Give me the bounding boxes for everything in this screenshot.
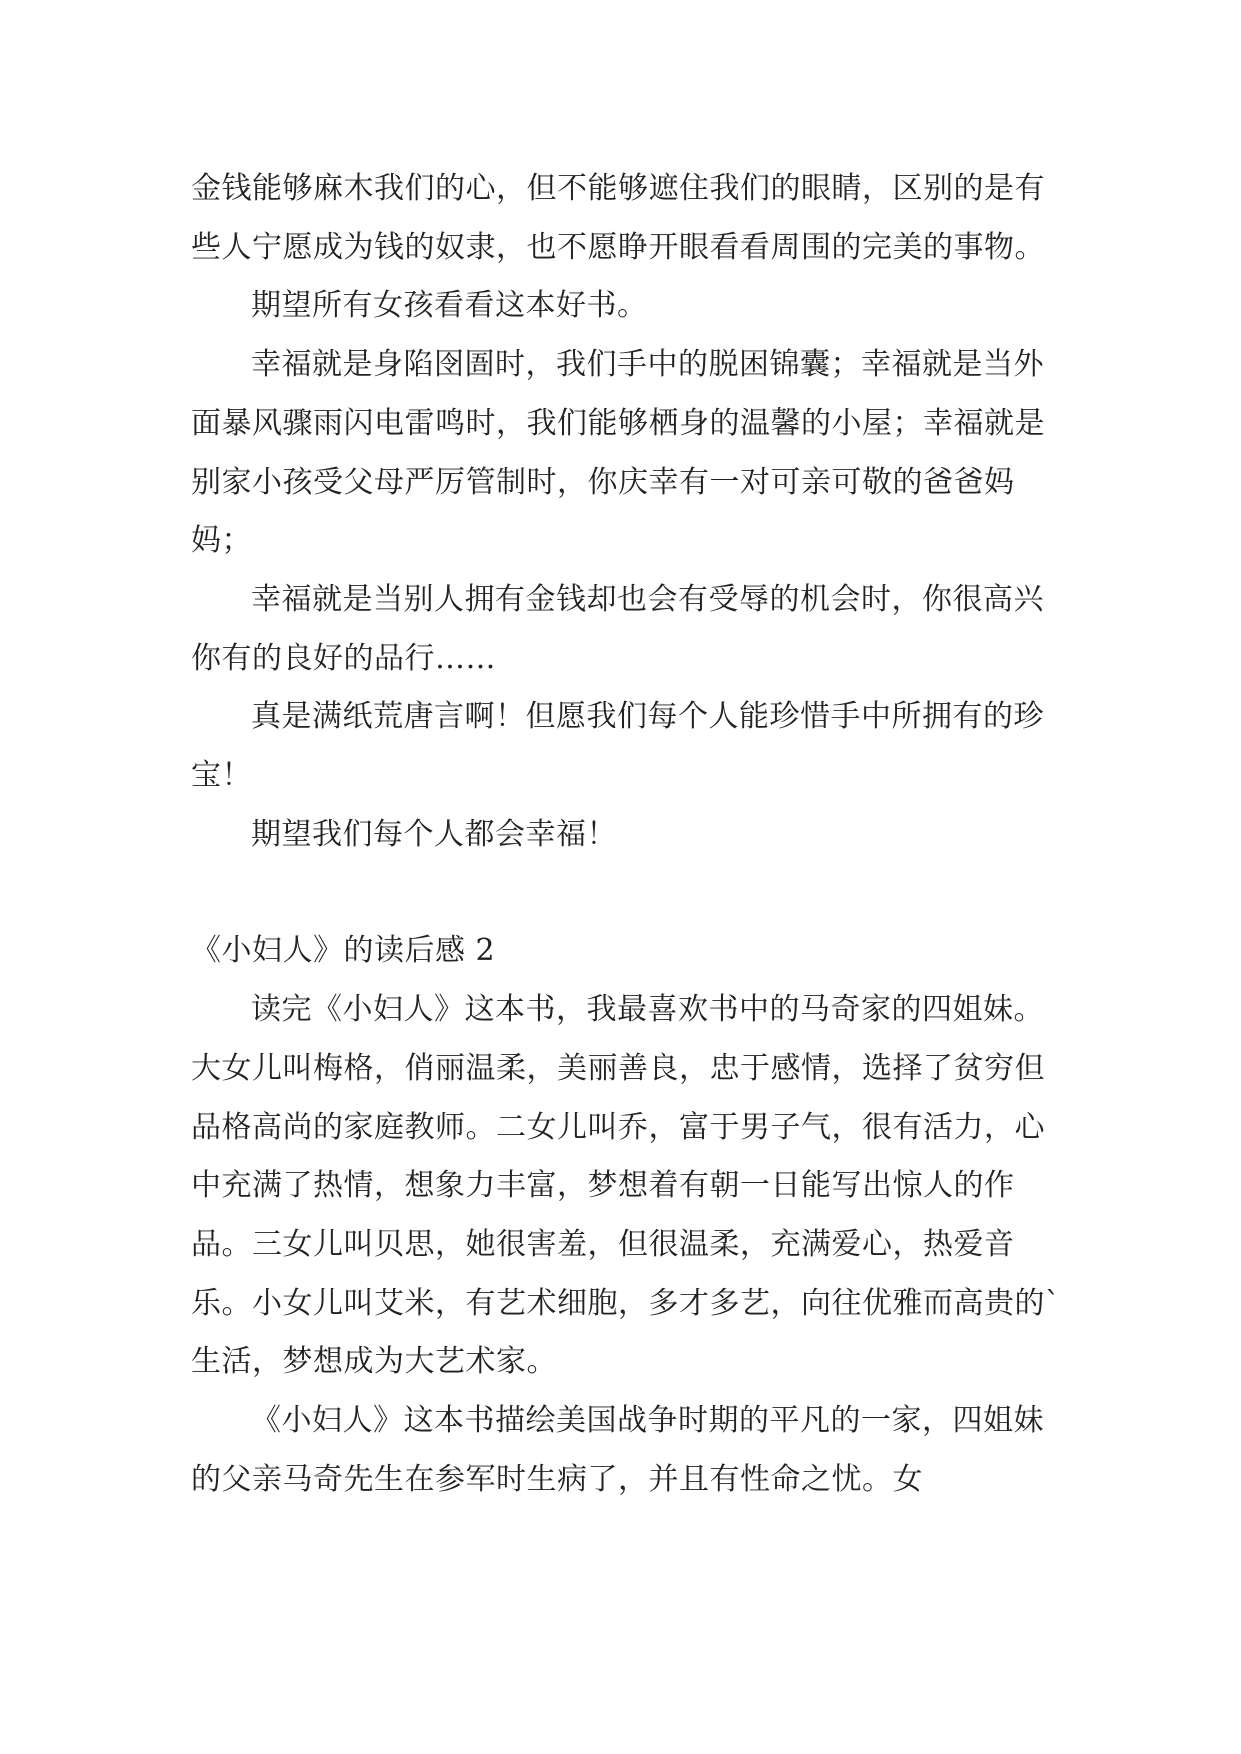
section-spacer	[191, 864, 1061, 922]
paragraph-treasure: 真是满纸荒唐言啊！但愿我们每个人能珍惜手中所拥有的珍宝！	[191, 699, 1044, 794]
paragraph-money: 金钱能够麻木我们的心，但不能够遮住我们的眼睛，区别的是有些人宁愿成为钱的奴隶，也不愿睁开眼看看周围的完美的事物。	[191, 171, 1045, 265]
paragraph-happiness-1: 幸福就是身陷囹圄时，我们手中的脱困锦囊；幸福就是当外面暴风骤雨闪电雷鸣时，我们能够栖身的温馨的小屋；幸福就是别家小孩受父母严厉管制时，你庆幸有一对可亲可敬的爸爸妈妈；	[191, 347, 1045, 559]
paragraph-four-sisters: 读完《小妇人》这本书，我最喜欢书中的马奇家的四姐妹。大女儿叫梅格，俏丽温柔，美丽善良，忠于感情，选择了贫穷但品格高尚的家庭教师。二女儿叫乔，富于男子气，很有活力，心中充满了热情，想象力丰富，梦想着有朝一日能写出惊人的作品。三女儿叫贝思，她很害羞，但很温柔，充满爱心，热爱音乐。小女儿叫艾米，有艺术细胞，多才多艺，向往优雅而高贵的`生活，梦想成为大艺术家。	[191, 992, 1061, 1380]
paragraph-hope-girls: 期望所有女孩看看这本好书。	[251, 288, 648, 324]
document-body	[191, 160, 1061, 1509]
paragraph-happiness-2: 幸福就是当别人拥有金钱却也会有受辱的机会时，你很高兴你有的良好的品行……	[191, 581, 1044, 676]
section-title: 《小妇人》的读后感 2	[191, 933, 496, 969]
paragraph-book-description: 《小妇人》这本书描绘美国战争时期的平凡的一家，四姐妹的父亲马奇先生在参军时生病了，并且有性命之忧。女	[191, 1403, 1044, 1497]
paragraph-wish: 期望我们每个人都会幸福！	[251, 816, 617, 852]
